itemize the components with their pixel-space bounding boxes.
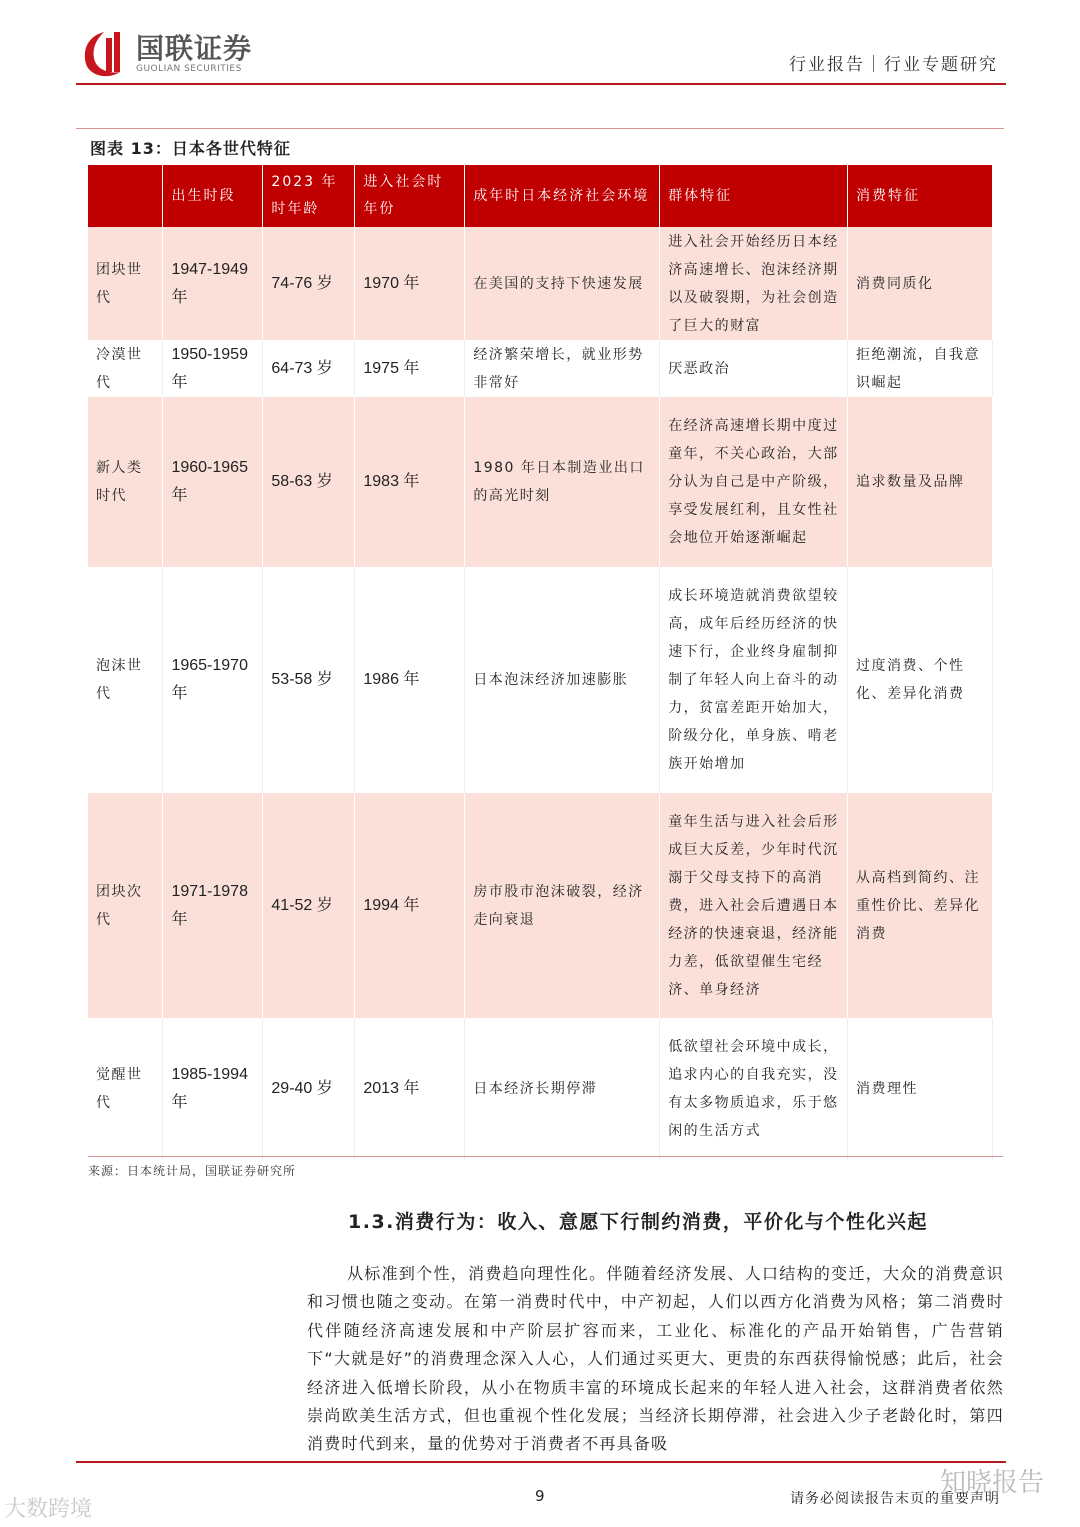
table-cell: 1980 年日本制造业出口的高光时刻 <box>465 397 660 567</box>
table-cell: 消费同质化 <box>848 227 993 340</box>
table-header <box>88 165 993 227</box>
table-cell: 1986 年 <box>355 567 465 793</box>
table-cell: 1960-1965 年 <box>163 397 263 567</box>
table-cell: 房市股市泡沫破裂，经济走向衰退 <box>465 793 660 1018</box>
page-number: 9 <box>535 1487 545 1505</box>
table-cell: 1965-1970 年 <box>163 567 263 793</box>
header-divider <box>76 83 1006 85</box>
figure-caption: 图表 13：日本各世代特征 <box>90 139 291 158</box>
table-cell: 1971-1978 年 <box>163 793 263 1018</box>
table-cell: 新人类时代 <box>88 397 163 567</box>
table-cell: 厌恶政治 <box>660 340 848 397</box>
table-cell: 1950-1959 年 <box>163 340 263 397</box>
table-cell: 29-40 岁 <box>263 1018 355 1160</box>
table-cell: 低欲望社会环境中成长，追求内心的自我充实，没有太多物质追求，乐于悠闲的生活方式 <box>660 1018 848 1160</box>
table-cell: 团块世代 <box>88 227 163 340</box>
col-header: 群体特征 <box>660 165 848 227</box>
table-cell: 64-73 岁 <box>263 340 355 397</box>
table-bottom-divider <box>88 1156 1003 1157</box>
table-cell: 消费理性 <box>848 1018 993 1160</box>
table-cell: 53-58 岁 <box>263 567 355 793</box>
table-cell: 58-63 岁 <box>263 397 355 567</box>
col-header: 2023 年时年龄 <box>263 165 355 227</box>
table-cell: 追求数量及品牌 <box>848 397 993 567</box>
table-cell: 1985-1994 年 <box>163 1018 263 1160</box>
company-logo <box>80 28 252 80</box>
col-header: 成年时日本经济社会环境 <box>465 165 660 227</box>
body-paragraph: 从标准到个性，消费趋向理性化。伴随着经济发展、人口结构的变迁，大众的消费意识和习惯也随之变动。在第一消费时代中，中产初起，人们以西方化消费为风格；第二消费时代伴随经济高速发展和中产阶层扩容而来，工业化、标准化的产品开始销售，广告营销下“大就是好”的消费理念深入人心，人们通过买更大、更贵的东西获得愉悦感；此后，社会经济进入低增长阶段，从小在物质丰富的环境成长起来的年轻人进入社会，这群消费者依然崇尚欧美生活方式，但也重视个性化发展；当经济长期停滞，社会进入少子老龄化时，第四消费时代到来，量的优势对于消费者不再具备吸 <box>307 1264 1004 1454</box>
watermark-left: 大数跨境 <box>4 1497 93 1522</box>
col-header <box>88 165 163 227</box>
table-cell: 在经济高速增长期中度过童年，不关心政治，大部分认为自己是中产阶级，享受发展红利，且女性社会地位开始逐渐崛起 <box>660 397 848 567</box>
section-title: 1.3.消费行为：收入、意愿下行制约消费，平价化与个性化兴起 <box>348 1211 928 1233</box>
table-cell: 进入社会开始经历日本经济高速增长、泡沫经济期以及破裂期，为社会创造了巨大的财富 <box>660 227 848 340</box>
table-cell: 41-52 岁 <box>263 793 355 1018</box>
table-cell: 拒绝潮流，自我意识崛起 <box>848 340 993 397</box>
table-row <box>88 567 993 793</box>
footer-divider <box>76 1461 1006 1463</box>
logo-en-name: GUOLIAN SECURITIES <box>136 64 242 74</box>
col-header: 消费特征 <box>848 165 993 227</box>
table-row <box>88 227 993 340</box>
figure-source: 来源：日本统计局，国联证券研究所 <box>88 1164 297 1178</box>
table-cell: 在美国的支持下快速发展 <box>465 227 660 340</box>
table-cell: 74-76 岁 <box>263 227 355 340</box>
table-row <box>88 1018 993 1160</box>
table-cell: 2013 年 <box>355 1018 465 1160</box>
table-cell: 日本经济长期停滞 <box>465 1018 660 1160</box>
table-cell: 觉醒世代 <box>88 1018 163 1160</box>
logo-name: 国联证券 <box>136 32 253 65</box>
table-row <box>88 340 993 397</box>
logo-icon <box>80 28 128 80</box>
table-cell: 童年生活与进入社会后形成巨大反差，少年时代沉溺于父母支持下的高消费，进入社会后遭遇日本经济的快速衰退，经济能力差，低欲望催生宅经济、单身经济 <box>660 793 848 1018</box>
table-cell: 1983 年 <box>355 397 465 567</box>
table-cell: 团块次代 <box>88 793 163 1018</box>
table-cell: 泡沫世代 <box>88 567 163 793</box>
table-cell: 成长环境造就消费欲望较高，成年后经历经济的快速下行，企业终身雇制抑制了年轻人向上奋斗的动力，贫富差距开始加大，阶级分化，单身族、啃老族开始增加 <box>660 567 848 793</box>
watermark-right: 知晓报告 <box>939 1468 1044 1498</box>
disclaimer-notice: 请务必阅读报告末页的重要声明 <box>790 1491 1000 1507</box>
caption-divider <box>76 128 1004 129</box>
table-cell: 1994 年 <box>355 793 465 1018</box>
report-category: 行业报告｜行业专题研究 <box>789 55 998 75</box>
table-cell: 1970 年 <box>355 227 465 340</box>
table-cell: 1975 年 <box>355 340 465 397</box>
table-cell: 过度消费、个性化、差异化消费 <box>848 567 993 793</box>
table-cell: 冷漠世代 <box>88 340 163 397</box>
col-header: 出生时段 <box>163 165 263 227</box>
table-row <box>88 793 993 1018</box>
table-row <box>88 397 993 567</box>
table-cell: 从高档到简约、注重性价比、差异化消费 <box>848 793 993 1018</box>
table-cell: 1947-1949 年 <box>163 227 263 340</box>
generations-table <box>88 165 993 1160</box>
col-header: 进入社会时年份 <box>355 165 465 227</box>
table-cell: 经济繁荣增长，就业形势非常好 <box>465 340 660 397</box>
table-cell: 日本泡沫经济加速膨胀 <box>465 567 660 793</box>
